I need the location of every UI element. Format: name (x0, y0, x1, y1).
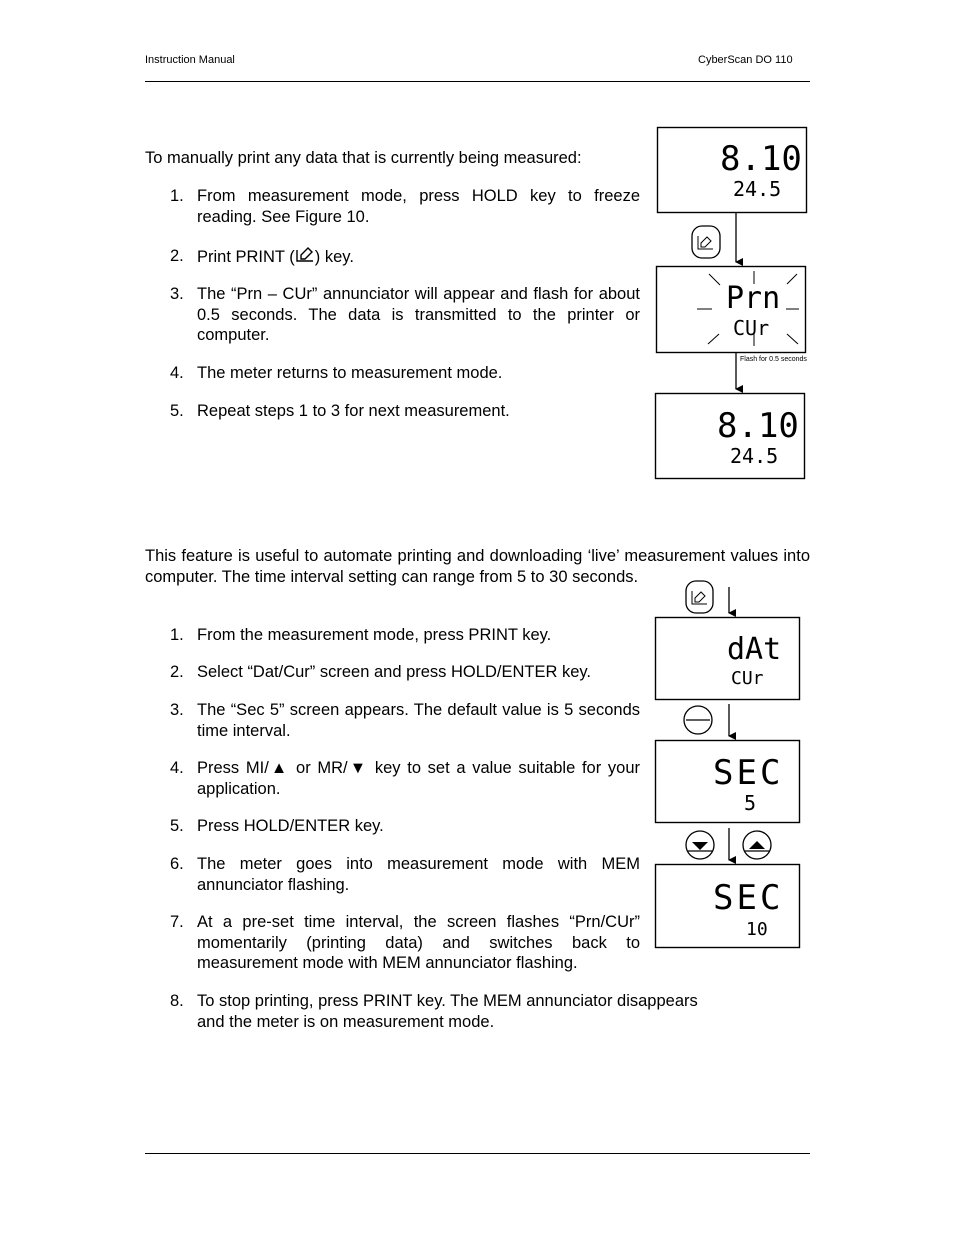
fig1-display-2 (657, 267, 806, 353)
step-text: Press MI/▲ or MR/▼ key to set a value suitable for your application. (197, 759, 640, 798)
lcd-main-reading: SEC (713, 878, 784, 918)
fig2-enter-button-icon (684, 706, 712, 734)
step-text: From the measurement mode, press PRINT key. (197, 626, 552, 644)
step-number: 2. (170, 663, 184, 681)
lcd-sub-reading: 5 (744, 791, 757, 815)
fig2-up-button-icon (743, 831, 771, 859)
step-text: From measurement mode, press HOLD key to freeze reading. See Figure 10. (197, 187, 640, 226)
step-number: 1. (170, 626, 184, 644)
step-text: To stop printing, press PRINT key. The MEM annunciator disappears and the meter is on measurement mode. (197, 992, 698, 1031)
step-number: 6. (170, 855, 184, 873)
step-text: Press HOLD/ENTER key. (197, 817, 384, 835)
lcd-temp-reading: 24.5 (733, 177, 782, 201)
section2-intro-rest: computer. The time interval setting can range from 5 to 30 seconds. (145, 567, 639, 586)
fig1-print-button-icon (692, 226, 720, 258)
lcd-main-reading: 8.10 (720, 139, 802, 179)
fig2-print-button-icon (686, 581, 713, 613)
section2-intro-line-1: This feature is useful to automate printing and downloading ‘live’ measurement values into (145, 547, 810, 565)
step-text: The meter goes into measurement mode with MEM annunciator flashing. (197, 855, 640, 894)
footer-rule (145, 1153, 810, 1154)
step-number: 2. (170, 247, 184, 265)
step-text: The “Prn – CUr” annunciator will appear and flash for about 0.5 seconds. The data is transmitted to the printer or computer. (197, 285, 640, 344)
step-number: 1. (170, 187, 184, 205)
step-text: Repeat steps 1 to 3 for next measurement. (197, 402, 510, 420)
step-text: The meter returns to measurement mode. (197, 364, 503, 382)
fig2-display-2 (656, 741, 800, 823)
step-number: 4. (170, 364, 184, 382)
step-text: The “Sec 5” screen appears. The default value is 5 seconds time interval. (197, 701, 640, 740)
step-number: 4. (170, 759, 184, 777)
fig2-down-button-icon (686, 831, 714, 859)
header-right: CyberScan DO 110 (698, 54, 793, 66)
lcd-main-reading: Prn (726, 281, 781, 316)
lcd-sub-reading: CUr (733, 316, 770, 340)
lcd-sub-reading: 10 (746, 919, 768, 940)
lcd-main-reading: dAt (727, 632, 782, 667)
step-number: 5. (170, 402, 184, 420)
step-text-post: ) key. (314, 248, 354, 266)
fig1-display-1 (658, 128, 807, 213)
lcd-main-reading: SEC (713, 753, 784, 793)
section1-intro: To manually print any data that is currently being measured: (145, 149, 582, 167)
fig1-flash-note: Flash for 0.5 seconds (740, 356, 807, 363)
header-left: Instruction Manual (145, 54, 235, 66)
step-number: 7. (170, 913, 184, 931)
lcd-temp-reading: 24.5 (730, 444, 779, 468)
step-number: 8. (170, 992, 184, 1010)
lcd-main-reading: 8.10 (717, 406, 799, 446)
fig1-display-3 (656, 394, 805, 479)
fig2-display-1 (656, 618, 800, 700)
step-text: At a pre-set time interval, the screen flashes “Prn/CUr” momentarily (printing data) and switches back to measurement mode with MEM annunciator flashing. (197, 913, 640, 972)
lcd-sub-reading: CUr (731, 668, 764, 689)
step-number: 3. (170, 285, 184, 303)
step-number: 3. (170, 701, 184, 719)
step-text: Select “Dat/Cur” screen and press HOLD/ENTER key. (197, 663, 591, 681)
step-number: 5. (170, 817, 184, 835)
fig2-display-3 (656, 865, 800, 948)
step-text-pre: Print PRINT ( (197, 248, 295, 266)
